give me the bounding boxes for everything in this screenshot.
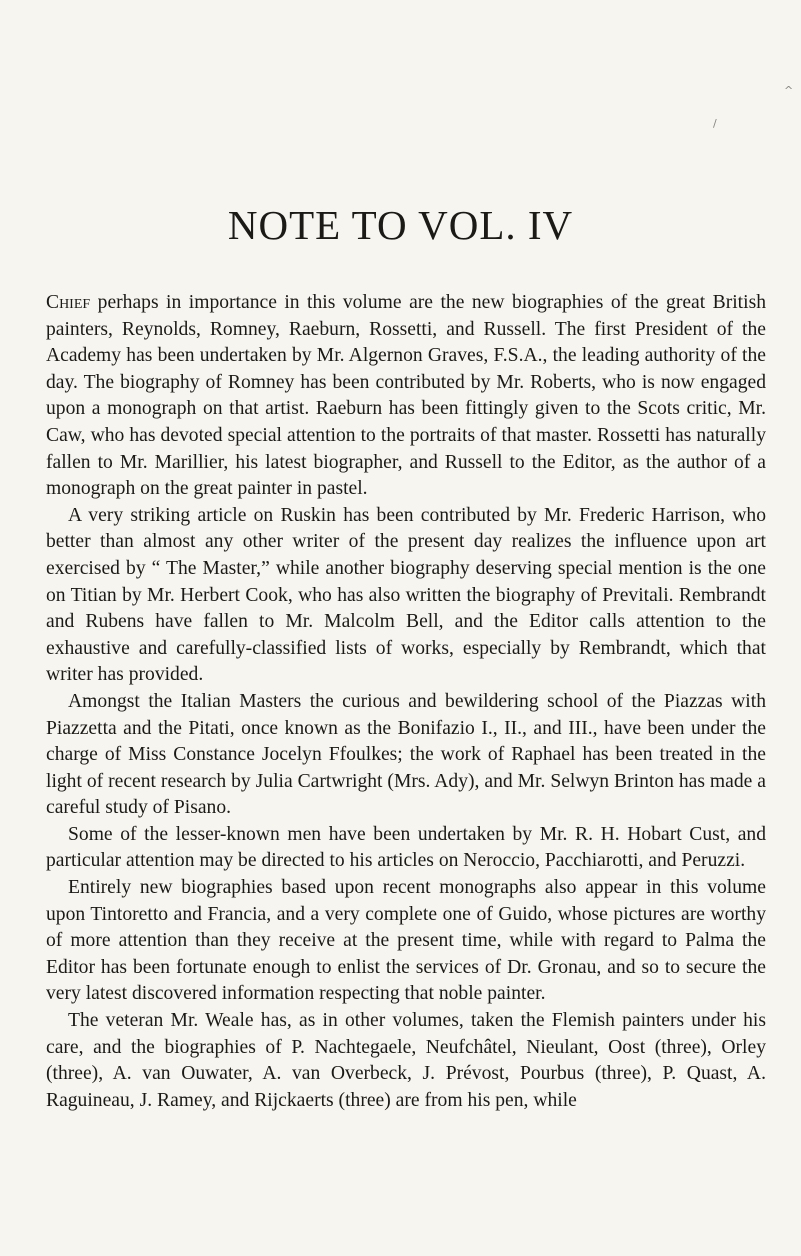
corner-mark: ^ [784, 84, 794, 97]
paragraph [46, 290, 766, 503]
paragraph: Amongst the Italian Masters the curious and bewildering school of the Piazzas with Piazzetta and the Pitati, once known as the Bonifazio I., II., and III., have been under the charge of Miss Constance Jocelyn Ffoulkes; the work of Raphael has been treated in the light of recent research by Julia Cartwright (Mrs. Ady), and Mr. Selwyn Brinton has made a careful study of Pisano. [46, 690, 766, 819]
pencil-mark: / [713, 117, 717, 130]
paragraph: Entirely new biographies based upon recent monographs also appear in this volume upon Tintoretto and Francia, and a very complete one of Guido, whose pictures are worthy of more attention than they receive at the present time, while with regard to Palma the Editor has been fortunate enough to enlist the services of Dr. Gronau, and so to secure the very latest discovered information respecting that noble painter. [46, 877, 766, 1005]
paragraph: Some of the lesser-known men have been undertaken by Mr. R. H. Hobart Cust, and particular attention may be directed to his articles on Neroccio, Pacchiarotti, and Peruzzi. [46, 823, 766, 872]
drop-word: Chief [46, 292, 91, 313]
paragraph: A very striking article on Ruskin has been contributed by Mr. Frederic Harrison, who better than almost any other writer of the present day realizes the influence upon art exercised by “ The Master,” while another biography deserving special mention is the one on Titian by Mr. Herbert Cook, who has also written the biography of Previtali. Rembrandt and Rubens have fallen to Mr. Malcolm Bell, and the Editor calls attention to the exhaustive and carefully-classified lists of works, especially by Rembrandt, which that writer has provided. [46, 504, 766, 686]
page-title: NOTE TO VOL. IV [227, 202, 574, 248]
body-text [46, 290, 766, 1114]
paragraph-text: perhaps in importance in this volume are the new biographies of the great British painters, Reynolds, Romney, Raeburn, Rossetti, and Russell. The first President of the Academy has been undertaken by Mr. Algernon Graves, F.S.A., the leading authority of the day. The biography of Romney has been contributed by Mr. Roberts, who is now engaged upon a monograph on that artist. Raeburn has been fittingly given to the Scots critic, Mr. Caw, who has devoted special attention to the portraits of that master. Rossetti has naturally fallen to Mr. Marillier, his latest biographer, and Russell to the Editor, as the author of a monograph on the great painter in pastel. [46, 292, 766, 500]
paragraph: The veteran Mr. Weale has, as in other volumes, taken the Flemish painters under his care, and the biographies of P. Nachtegaele, Neufchâtel, Nieulant, Oost (three), Orley (three), A. van Ouwater, A. van Overbeck, J. Prévost, Pourbus (three), P. Quast, A. Raguineau, J. Ramey, and Rijckaerts (three) are from his pen, while [46, 1010, 766, 1111]
